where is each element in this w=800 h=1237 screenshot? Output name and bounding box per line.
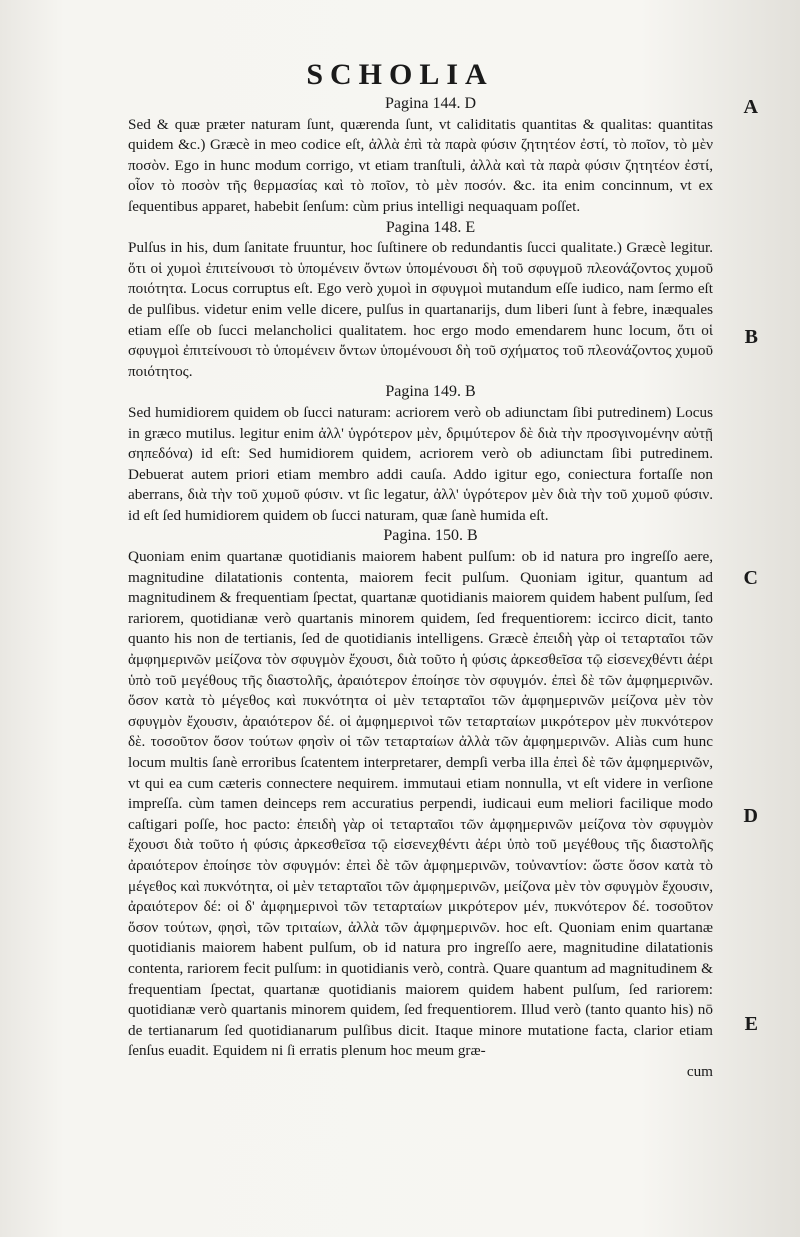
margin-letter-b: B [744, 326, 758, 348]
section-body: Pulſus in his, dum ſanitate fruuntur, hoc ſuſtinere ob redundantis ſucci qualitate.) Græcè legitur. ὅτι οἱ χυμοὶ ἐπιτείνουσι τὸ ὑπομένειν ὄντων ὑπομένουσι δὴ τοῦ σφυγμοῦ πλεονάζοντος χυμοῦ ποιότητα. Locus corruptus eſt. Ego verò χυμοὶ in σφυγμοὶ mutandum eſſe iudico, nam ſermo eſt de pulſibus. videtur enim velle dicere, pulſus in quartanarijs, dum liberi ſunt à febre, inæquales etiam eſſe ob ſucci melancholici qualitatem. hoc ergo modo emendarem hunc locum, ὅτι οἱ σφυγμοὶ ἐπιτείνουσι τὸ ὑπομένειν ὄντων ὑπομένουσι δὴ τοῦ σχήματος τοῦ πλεονάζοντος χυμοῦ ποιότητος. [128, 239, 713, 380]
section-heading: Pagina 149. B [385, 383, 476, 401]
text-column [128, 94, 713, 1083]
catchword: cum [686, 1062, 713, 1080]
section-heading: Pagina 148. E [385, 218, 476, 236]
margin-letter-e: E [744, 1013, 758, 1035]
section-heading: Pagina 144. D [384, 95, 477, 112]
section-body: Quoniam enim quartanæ quotidianis maiorem habent pulſum: ob id natura pro ingreſſo aere, magnitudine dilatationis contenta, maiorem fecit pulſum. Quoniam igitur, quantum ad magnitudinem & frequentiam ſpectat, quartanæ quotidianis maiorem quidem habent pulſum, ſed rariorem, quotidianæ verò quartanis minorem quidem, ſed frequentiorem: iccirco dicit, tanto quanto his non de tertianis, ſed de quotidianis intelligens. Græcè ἐπειδὴ γὰρ οἱ τεταρταῖοι τῶν ἀμφημερινῶν μείζονα τὸν σφυγμὸν ἔχουσι, διὰ τοῦτο ἡ φύσις ἀρκεσθεῖσα τῷ εἰσενεχθέντι ἀέρι ὑπὸ τοῦ μεγέθους τῆς διαστολῆς, ἀραιότερον ἐποίησε τὸν σφυγμόν. ἐπεὶ δὲ τῶν ἀμφημερινῶν. ὅσον κατὰ τὸ μέγεθος καὶ πυκνότητα οἱ μὲν τεταρταῖοι τῶν ἀμφημερινῶν μείζονα μὲν τὸν σφυγμὸν ἔχουσιν, ἀραιότερον δέ. οἱ ἀμφημερινοὶ τῶν τεταρταίων μικρότερον μὲν πυκνότερον δὲ. τοσοῦτον ὅσον τούτων φησὶν οἱ τῶν τεταρταίων ἀλλὰ τῶν ἀμφημερινῶν. Aliàs cum hunc locum multis ſanè erroribus ſcatentem interpretarer, dempſi verba illa ἐπεὶ δὲ τῶν ἀμφημερινῶν, vt qui ea cum cæteris connectere nequirem. immutaui etiam nonnulla, vt eſt videre in verſione impreſſa. cùm tamen deinceps rem accuratius perpendi, iudicaui eum meliori facilique modo caſtigari poſſe, hoc pacto: ἐπειδὴ γὰρ οἱ τεταρταῖοι τῶν ἀμφημερινῶν μείζονα τὸν σφυγμὸν ἔχουσι διὰ τοῦτο ἡ φύσις ἀρκεσθεῖσα τῷ εἰσενεχθέντι ἀέρι ὑπὸ τοῦ μεγέθους τῆς διαστολῆς ἀραιότερον ἐποίησε τὸν σφυγμόν: ἐπεὶ δὲ τῶν ἀμφημερινῶν, τοὐναντίον: ὥστε ὅσον κατὰ τὸ μέγεθος καὶ πυκνότητα, οἱ μὲν τεταρταῖοι τῶν ἀμφημερινῶν, μείζονα μὲν τὸν σφυγμὸν ἔχουσιν, ἀραιότερον δέ: οἱ δ' ἀμφημερινοὶ τῶν τεταρταίων μικρότερον μέν, πυκνότερον δέ. τοσοῦτον ὅσον τούτων, φησὶ, τῶν τριταίων, ἀλλὰ τῶν ἀμφημερινῶν. hoc eſt. Quoniam enim quartanæ quotidianis maiorem habent pulſum, ob id natura pro ingreſſo aere, magnitudine dilatationis contenta, rariorem fecit pulſum: in quotidianis verò, contrà. Quare quantum ad magnitudinem & frequentiam ſpectat, quartanæ quotidianis maiorem quidem habent pulſum, ſed rariorem: quotidianæ verò quartanis minorem quidem, ſed frequentiorem. Illud verò (tanto quanto his) nō de tertianarum ſed quotidianarum pulſibus dicit. Itaque minore mutatione facta, clarior etiam ſenſus euadit. Equidem ni ſi erratis plenum hoc meum græ- [128, 548, 713, 1060]
margin-letter-d: D [743, 805, 758, 827]
section-body: Sed humidiorem quidem ob ſucci naturam: acriorem verò ob adiunctam ſibi putredinem) Locus in græco mutilus. legitur enim ἀλλ' ὑγρότερον μὲν, δριμύτερον δὲ διὰ τὴν προσγινομένην αὐτῇ σηπεδόνα) id eſt: Sed humidiorem quidem, acriorem verò ob adiunctam ſibi putredinem. Debuerat autem priori etiam membro addi cauſa. Addo igitur ego, coniectura fortaſſe non aberrans, διὰ τὴν τοῦ χυμοῦ φύσιν. vt ſic legatur, ἀλλ' ὑγρότερον μὲν διὰ τὴν τοῦ χυμοῦ φύσιν. id eſt ſed humidiorem quidem ob ſucci naturam, quæ ſanè humida eſt. [128, 403, 713, 524]
margin-letter-c: C [743, 567, 758, 589]
running-header: SCHOLIA [306, 58, 494, 91]
margin-letter-a: A [743, 96, 758, 118]
section-body: Sed & quæ præter naturam ſunt, quærenda ſunt, vt caliditatis quantitas & qualitas: quantitas quidem &c.) Græcè in meo codice eſt, ἀλλὰ ἐπὶ τὰ παρὰ φύσιν ζητητέον ἐστί, τὸ ποῖον, τὸ μὲν ποσὸν. Ego in hunc modum corrigo, vt etiam tranſtuli, ἀλλὰ καὶ τὰ παρὰ φύσιν ζητητέον ἐστί, οἷον τὸ ποσὸν τῆς θερμασίας καὶ τὸ ποῖον, τὸ μὲν ποσόν. &c. ita enim concinnum, vt ex ſequentibus apparet, habebit ſenſum: cùm prius intelligi nequaquam poſſet. [128, 115, 713, 215]
section-heading: Pagina. 150. B [383, 527, 478, 545]
